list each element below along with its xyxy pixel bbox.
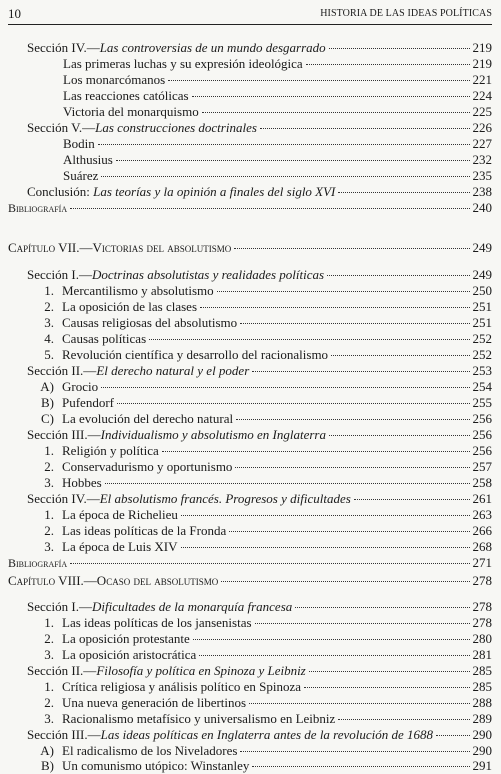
entry-number: 2. xyxy=(44,695,54,710)
entry-label: Bodin xyxy=(63,136,95,151)
toc-subentry xyxy=(36,507,492,523)
page-ref: 238 xyxy=(472,184,492,199)
page-ref: 219 xyxy=(472,56,492,71)
page-ref: 290 xyxy=(472,727,492,742)
leader-dots xyxy=(234,248,469,249)
entry-label: Grocio xyxy=(62,379,99,394)
entry-label: Sección III.—Las ideas políticas en Inglaterra antes de la revolución de 1688 xyxy=(27,727,434,742)
toc-section-entry xyxy=(27,663,492,679)
entry-label: Religión y política xyxy=(62,443,159,458)
entry-label: Una nueva generación de libertinos xyxy=(62,695,247,710)
leader-dots xyxy=(354,499,470,500)
leader-dots xyxy=(338,192,469,193)
page-ref: 252 xyxy=(472,331,492,346)
toc-subentry xyxy=(63,72,492,88)
page-ref: 256 xyxy=(472,427,492,442)
page-ref: 271 xyxy=(472,555,492,570)
page-ref: 285 xyxy=(472,679,492,694)
entry-number: 1. xyxy=(44,507,54,522)
page-ref: 224 xyxy=(472,88,492,103)
leader-dots xyxy=(70,563,469,564)
entry-number: 3. xyxy=(44,711,54,726)
leader-dots xyxy=(260,128,470,129)
entry-label: Bibliografía xyxy=(8,556,68,570)
leader-dots xyxy=(304,687,469,688)
entry-label: Sección II.—El derecho natural y el poder xyxy=(27,363,250,378)
leader-dots xyxy=(217,291,470,292)
toc-subentry xyxy=(36,711,492,727)
entry-label: Sección I.—Dificultades de la monarquía francesa xyxy=(27,599,293,614)
leader-dots xyxy=(306,64,470,65)
entry-label: Sección V.—Las construcciones doctrinales xyxy=(27,120,257,135)
leader-dots xyxy=(101,387,469,388)
leader-dots xyxy=(249,703,469,704)
page-ref: 288 xyxy=(472,695,492,710)
page-ref: 240 xyxy=(472,200,492,215)
toc-subentry xyxy=(36,631,492,647)
toc-subentry xyxy=(36,395,492,411)
entry-label: La oposición aristocrática xyxy=(62,647,197,662)
toc-subentry xyxy=(63,168,492,184)
leader-dots xyxy=(329,48,470,49)
page-ref: 219 xyxy=(472,40,492,55)
leader-dots xyxy=(98,144,470,145)
page-ref: 249 xyxy=(472,267,492,282)
toc-bibliography-entry xyxy=(8,555,492,571)
toc-subentry xyxy=(36,743,492,759)
chapter-title: Capítulo VIII.—Ocaso del absolutismo xyxy=(8,573,219,588)
toc-subentry xyxy=(36,695,492,711)
entry-number: 2. xyxy=(44,459,54,474)
entry-number: 3. xyxy=(44,475,54,490)
entry-label: Las reacciones católicas xyxy=(63,88,189,103)
leader-dots xyxy=(117,403,470,404)
toc-subentry xyxy=(36,299,492,315)
entry-label: Bibliografía xyxy=(8,201,68,215)
leader-dots xyxy=(193,639,470,640)
page-ref: 249 xyxy=(472,240,492,255)
entry-label: Un comunismo utópico: Winstanley xyxy=(62,758,250,773)
leader-dots xyxy=(105,483,470,484)
leader-dots xyxy=(236,419,469,420)
leader-dots xyxy=(255,623,470,624)
entry-label: Las primeras luchas y su expresión ideológica xyxy=(63,56,303,71)
toc-subentry xyxy=(36,331,492,347)
entry-label: Pufendorf xyxy=(62,395,114,410)
entry-number: 1. xyxy=(44,443,54,458)
entry-label: Sección IV.—Las controversias de un mundo desgarrado xyxy=(27,40,326,55)
toc-subentry xyxy=(36,679,492,695)
entry-number: 1. xyxy=(44,679,54,694)
entry-label: Las ideas políticas de los jansenistas xyxy=(62,615,252,630)
toc-section-entry xyxy=(27,363,492,379)
leader-dots xyxy=(338,719,469,720)
entry-label: Suárez xyxy=(63,168,99,183)
toc-subentry xyxy=(63,136,492,152)
entry-label: Althusius xyxy=(63,152,113,167)
toc-subentry xyxy=(36,459,492,475)
entry-number: 2. xyxy=(44,631,54,646)
leader-dots xyxy=(149,339,469,340)
page-ref: 256 xyxy=(472,411,492,426)
entry-number: 1. xyxy=(44,283,54,298)
page-ref: 250 xyxy=(472,283,492,298)
entry-label: Conservadurismo y oportunismo xyxy=(62,459,233,474)
leader-dots xyxy=(101,176,469,177)
entry-number: 2. xyxy=(44,299,54,314)
leader-dots xyxy=(200,307,469,308)
leader-dots xyxy=(252,371,469,372)
leader-dots xyxy=(181,515,470,516)
leader-dots xyxy=(295,607,469,608)
toc-subentry xyxy=(36,475,492,491)
entry-label: El radicalismo de los Niveladores xyxy=(62,743,238,758)
entry-label: Causas políticas xyxy=(62,331,147,346)
toc-section-entry xyxy=(27,40,492,56)
page-ref: 255 xyxy=(472,395,492,410)
entry-number: 3. xyxy=(44,315,54,330)
leader-dots xyxy=(70,208,469,209)
page-ref: 289 xyxy=(472,711,492,726)
page-ref: 266 xyxy=(472,523,492,538)
toc-section-entry xyxy=(27,491,492,507)
toc-subentry xyxy=(63,152,492,168)
page-ref: 278 xyxy=(472,615,492,630)
entry-label: Sección III.—Individualismo y absolutismo en Inglaterra xyxy=(27,427,326,442)
entry-number: B) xyxy=(41,758,54,773)
page-ref: 253 xyxy=(472,363,492,378)
toc-subentry xyxy=(36,615,492,631)
leader-dots xyxy=(436,735,469,736)
toc-subentry xyxy=(36,443,492,459)
entry-label: Victoria del monarquismo xyxy=(63,104,199,119)
leader-dots xyxy=(192,96,470,97)
leader-dots xyxy=(116,160,470,161)
page-ref: 278 xyxy=(472,573,492,588)
page-ref: 280 xyxy=(472,631,492,646)
page-ref: 258 xyxy=(472,475,492,490)
toc-section-entry xyxy=(27,120,492,136)
entry-label: Mercantilismo y absolutismo xyxy=(62,283,214,298)
page-ref: 226 xyxy=(472,120,492,135)
entry-label: Revolución científica y desarrollo del racionalismo xyxy=(62,347,329,362)
page-ref: 257 xyxy=(472,459,492,474)
leader-dots xyxy=(235,467,469,468)
entry-number: 4. xyxy=(44,331,54,346)
leader-dots xyxy=(240,323,469,324)
page-ref: 251 xyxy=(472,299,492,314)
page-ref: 254 xyxy=(472,379,492,394)
page-ref: 221 xyxy=(472,72,492,87)
page-ref: 291 xyxy=(472,758,492,773)
entry-label: Hobbes xyxy=(62,475,102,490)
leader-dots xyxy=(309,671,470,672)
entry-label: La evolución del derecho natural xyxy=(62,411,234,426)
toc-section-entry xyxy=(27,427,492,443)
entry-label: Las ideas políticas de la Fronda xyxy=(62,523,227,538)
toc-subentry xyxy=(36,347,492,363)
page-ref: 252 xyxy=(472,347,492,362)
page-ref: 278 xyxy=(472,599,492,614)
page-ref: 235 xyxy=(472,168,492,183)
entry-number: 3. xyxy=(44,539,54,554)
leader-dots xyxy=(229,531,469,532)
page-ref: 225 xyxy=(472,104,492,119)
entry-label: La época de Richelieu xyxy=(62,507,178,522)
entry-number: A) xyxy=(40,743,54,758)
toc-subentry xyxy=(36,647,492,663)
leader-dots xyxy=(168,80,469,81)
entry-label: Sección IV.—El absolutismo francés. Progresos y dificultades xyxy=(27,491,351,506)
entry-label: Causas religiosas del absolutismo xyxy=(62,315,238,330)
toc-conclusion-entry xyxy=(27,184,492,200)
leader-dots xyxy=(327,275,469,276)
entry-number: 1. xyxy=(44,615,54,630)
toc-subentry xyxy=(36,283,492,299)
leader-dots xyxy=(221,581,469,582)
toc-subentry xyxy=(63,104,492,120)
leader-dots xyxy=(162,451,470,452)
toc-subentry xyxy=(36,758,492,774)
page-ref: 256 xyxy=(472,443,492,458)
entry-number: 2. xyxy=(44,523,54,538)
entry-number: A) xyxy=(40,379,54,394)
toc-section-entry xyxy=(27,267,492,283)
toc-subentry xyxy=(36,539,492,555)
page-ref: 227 xyxy=(472,136,492,151)
entry-label: Racionalismo metafísico y universalismo en Leibniz xyxy=(62,711,336,726)
entry-label: Crítica religiosa y análisis político en Spinoza xyxy=(62,679,302,694)
toc-chapter-entry xyxy=(8,240,492,256)
entry-label: La oposición protestante xyxy=(62,631,190,646)
entry-label: Conclusión: Las teorías y la opinión a finales del siglo XVI xyxy=(27,184,336,199)
leader-dots xyxy=(181,547,470,548)
leader-dots xyxy=(331,355,469,356)
leader-dots xyxy=(329,435,470,436)
running-title: HISTORIA DE LAS IDEAS POLÍTICAS xyxy=(320,8,492,19)
toc-subentry xyxy=(36,379,492,395)
page-ref: 290 xyxy=(472,743,492,758)
page-ref: 268 xyxy=(472,539,492,554)
leader-dots xyxy=(202,112,470,113)
toc-bibliography-entry xyxy=(8,200,492,216)
page-ref: 281 xyxy=(472,647,492,662)
toc-subentry xyxy=(36,523,492,539)
toc-section-entry xyxy=(27,599,492,615)
page-ref: 285 xyxy=(472,663,492,678)
entry-number: 3. xyxy=(44,647,54,662)
page-ref: 263 xyxy=(472,507,492,522)
leader-dots xyxy=(240,751,469,752)
page-number: 10 xyxy=(8,6,21,21)
page-ref: 251 xyxy=(472,315,492,330)
toc-section-entry xyxy=(27,727,492,743)
toc-chapter-entry xyxy=(8,573,492,589)
entry-label: Sección II.—Filosofía y política en Spinoza y Leibniz xyxy=(27,663,306,678)
toc-subentry xyxy=(36,315,492,331)
leader-dots xyxy=(252,766,469,767)
chapter-title: Capítulo VII.—Victorias del absolutismo xyxy=(8,240,232,255)
leader-dots xyxy=(199,655,469,656)
toc-subentry xyxy=(63,56,492,72)
entry-number: C) xyxy=(41,411,54,426)
toc-subentry xyxy=(36,411,492,427)
page-ref: 232 xyxy=(472,152,492,167)
toc-subentry xyxy=(63,88,492,104)
page-ref: 261 xyxy=(472,491,492,506)
entry-number: 5. xyxy=(44,347,54,362)
entry-label: La época de Luis XIV xyxy=(62,539,178,554)
entry-label: La oposición de las clases xyxy=(62,299,198,314)
entry-number: B) xyxy=(41,395,54,410)
entry-label: Los monarcómanos xyxy=(63,72,166,87)
entry-label: Sección I.—Doctrinas absolutistas y realidades políticas xyxy=(27,267,325,282)
